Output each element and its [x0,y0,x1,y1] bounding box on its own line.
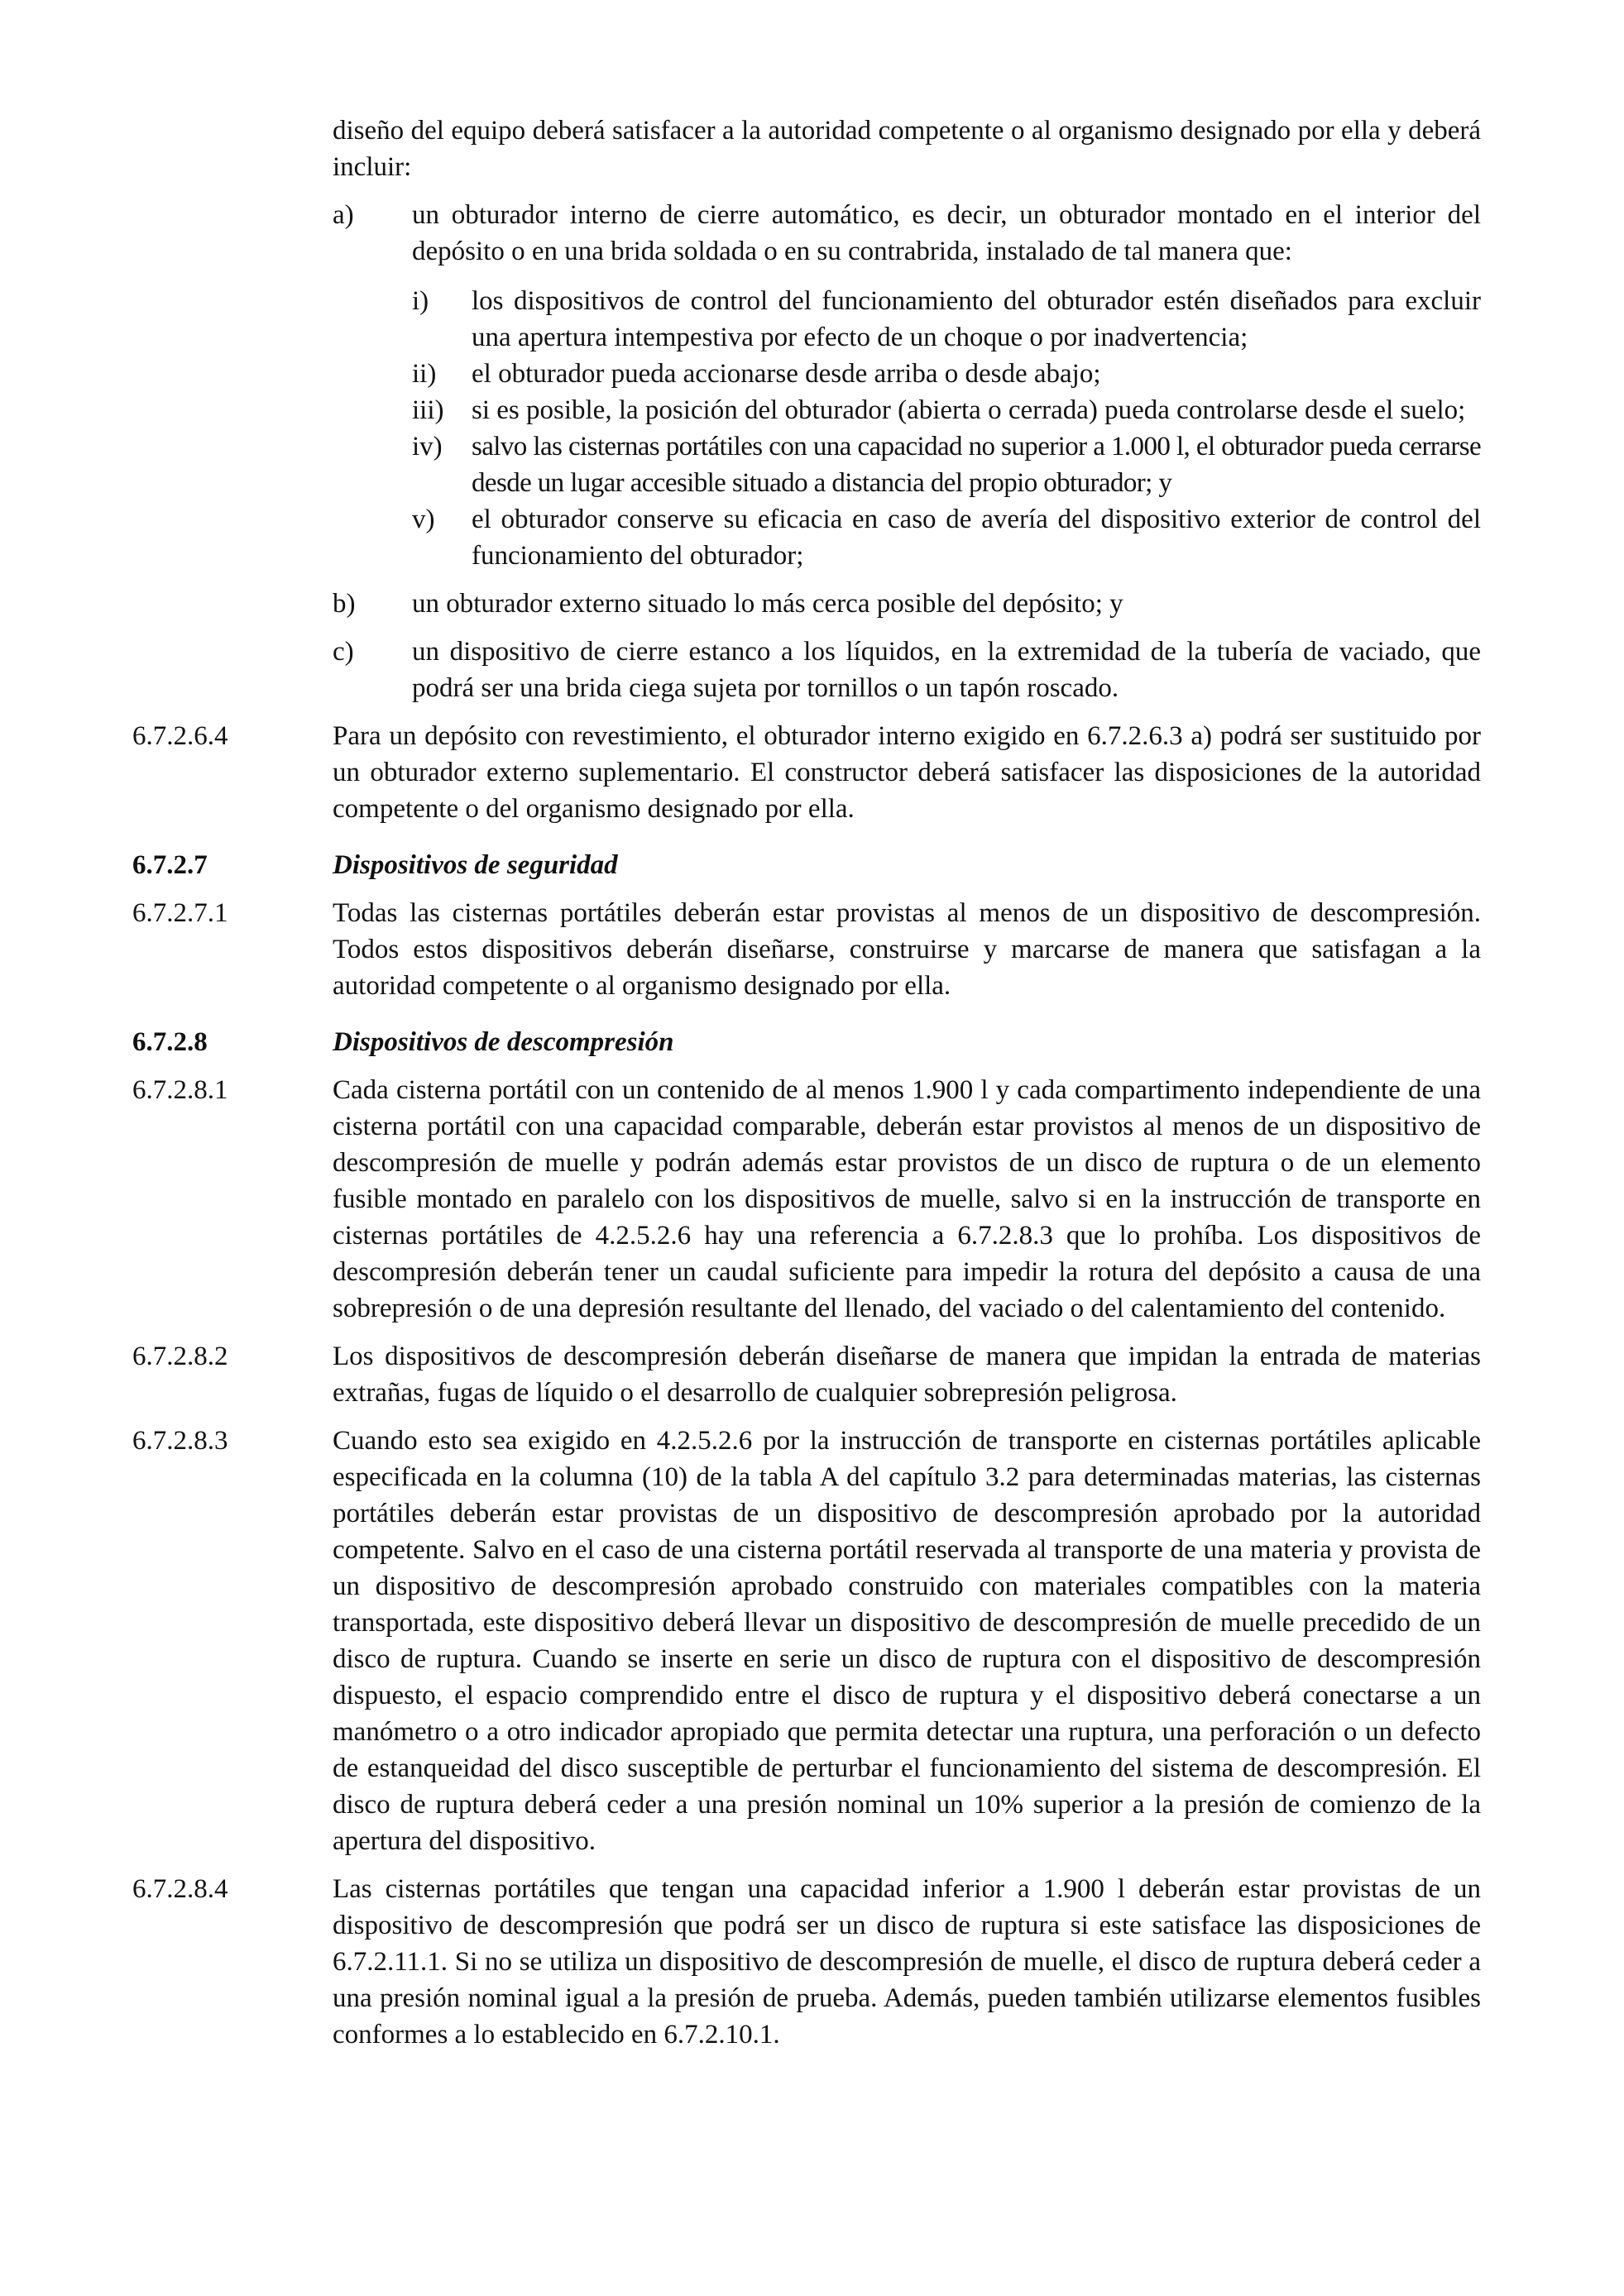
sublist-item-iv [412,428,1481,501]
sublist-label: iii) [412,395,444,425]
paragraph-number: 6.7.2.6.4 [132,721,228,751]
page-content [132,112,1481,2053]
paragraph-6-7-2-8-2 [132,1338,1481,1411]
paragraph-text: Las cisternas portátiles que tengan una capacidad inferior a 1.900 l deberán estar provistas de un dispositivo de descompresión que podrá ser un disco de ruptura si este satisface las disposiciones de 6.7.2.11.1. Si no se utiliza un dispositivo de descompresión de muelle, el disco de ruptura deberá ceder a una presión nominal igual a la presión de prueba. Además, pueden también utilizarse elementos fusibles conformes a lo establecido en 6.7.2.10.1. [333,1874,1481,2050]
paragraph-number: 6.7.2.7.1 [132,898,228,928]
sublist-item-iii [412,392,1481,428]
sublist-text: el obturador conserve su eficacia en caso de avería del dispositivo exterior de control del funcionamiento del obturador; [472,505,1481,571]
paragraph-text: Los dispositivos de descompresión deberán diseñarse de manera que impidan la entrada de materias extrañas, fugas de líquido o el desarrollo de cualquier sobrepresión peligrosa. [333,1342,1481,1408]
intro-paragraph: diseño del equipo deberá satisfacer a la autoridad competente o al organismo designado por ella y deberá incluir: [333,116,1481,182]
section-heading-6-7-2-7 [132,847,1481,883]
list-label: b) [333,589,356,619]
section-number: 6.7.2.7 [132,850,208,880]
sublist-label: v) [412,505,435,534]
sublist-label: i) [412,286,429,316]
list-text: un dispositivo de cierre estanco a los líquidos, en la extremidad de la tubería de vaciado, que podrá ser una brida ciega sujeta por tornillos o un tapón roscado. [412,637,1481,703]
paragraph-number: 6.7.2.8.4 [132,1874,228,1904]
sublist-text: si es posible, la posición del obturador (abierta o cerrada) pueda controlarse desde el suelo; [472,395,1466,425]
sublist-item-v [412,501,1481,574]
sublist-text: el obturador pueda accionarse desde arriba o desde abajo; [472,359,1101,389]
paragraph-6-7-2-8-3 [132,1423,1481,1859]
paragraph-text: Cada cisterna portátil con un contenido de al menos 1.900 l y cada compartimento independiente de una cisterna portátil con una capacidad comparable, deberán estar provistos al menos de un dispositivo de descompresión de muelle y podrán además estar provistos de un disco de ruptura o de un elemento fusible montado en paralelo con los dispositivos de muelle, salvo si en la instrucción de transporte en cisternas portátiles de 4.2.5.2.6 hay una referencia a 6.7.2.8.3 que lo prohíba. Los dispositivos de descompresión deberán tener un caudal suficiente para impedir la rotura del depósito a causa de una sobrepresión o de una depresión resultante del llenado, del vaciado o del calentamiento del contenido. [333,1075,1481,1323]
sublist-label: iv) [412,432,443,462]
section-heading-6-7-2-8 [132,1024,1481,1060]
list-label: c) [333,637,354,667]
paragraph-number: 6.7.2.8.3 [132,1426,228,1456]
paragraph-6-7-2-6-4 [132,718,1481,827]
list-item-a [333,197,1481,270]
paragraph-6-7-2-7-1 [132,895,1481,1004]
paragraph-6-7-2-8-1 [132,1072,1481,1327]
list-text: un obturador externo situado lo más cerca posible del depósito; y [412,589,1123,619]
sublist-item-i [412,283,1481,356]
paragraph-text: Cuando esto sea exigido en 4.2.5.2.6 por la instrucción de transporte en cisternas portátiles aplicable especificada en la columna (10) de la tabla A del capítulo 3.2 para determinadas materias, las cisternas portátiles deberán estar provistas de un dispositivo de descompresión aprobado por la autoridad competente. Salvo en el caso de una cisterna portátil reservada al transporte de una materia y provista de un dispositivo de descompresión aprobado construido con materiales compatibles con la materia transportada, este dispositivo deberá llevar un dispositivo de descompresión de muelle precedido de un disco de ruptura. Cuando se inserte en serie un disco de ruptura con el dispositivo de descompresión dispuesto, el espacio comprendido entre el disco de ruptura y el dispositivo deberá conectarse a un manómetro o a otro indicador apropiado que permita detectar una ruptura, una perforación o un defecto de estanqueidad del disco susceptible de perturbar el funcionamiento del sistema de descompresión. El disco de ruptura deberá ceder a una presión nominal un 10% superior a la presión de comienzo de la apertura del dispositivo. [333,1426,1481,1856]
sublist [412,283,1481,574]
section-title: Dispositivos de descompresión [333,1027,674,1057]
list-item-b [333,586,1481,622]
sublist-text: los dispositivos de control del funcionamiento del obturador estén diseñados para excluir una apertura intempestiva por efecto de un choque o por inadvertencia; [472,286,1481,352]
paragraph-number: 6.7.2.8.2 [132,1342,228,1371]
list-label: a) [333,200,354,230]
paragraph-text: Todas las cisternas portátiles deberán estar provistas al menos de un dispositivo de descompresión. Todos estos dispositivos deberán diseñarse, construirse y marcarse de manera que satisfagan a la autoridad competente o al organismo designado por ella. [333,898,1481,1001]
sublist-item-ii [412,356,1481,392]
section-title: Dispositivos de seguridad [333,850,618,880]
paragraph-number: 6.7.2.8.1 [132,1075,228,1105]
sublist-label: ii) [412,359,437,389]
list-text: un obturador interno de cierre automático, es decir, un obturador montado en el interior del depósito o en una brida soldada o en su contrabrida, instalado de tal manera que: [412,200,1481,266]
section-number: 6.7.2.8 [132,1027,208,1057]
list-item-c [333,634,1481,706]
paragraph-6-7-2-8-4 [132,1871,1481,2053]
paragraph-text: Para un depósito con revestimiento, el obturador interno exigido en 6.7.2.6.3 a) podrá ser sustituido por un obturador externo suplementario. El constructor deberá satisfacer las disposiciones de la autoridad competente o del organismo designado por ella. [333,721,1481,824]
sublist-text: salvo las cisternas portátiles con una capacidad no superior a 1.000 l, el obturador pueda cerrarse desde un lugar accesible situado a distancia del propio obturador; y [472,432,1481,498]
